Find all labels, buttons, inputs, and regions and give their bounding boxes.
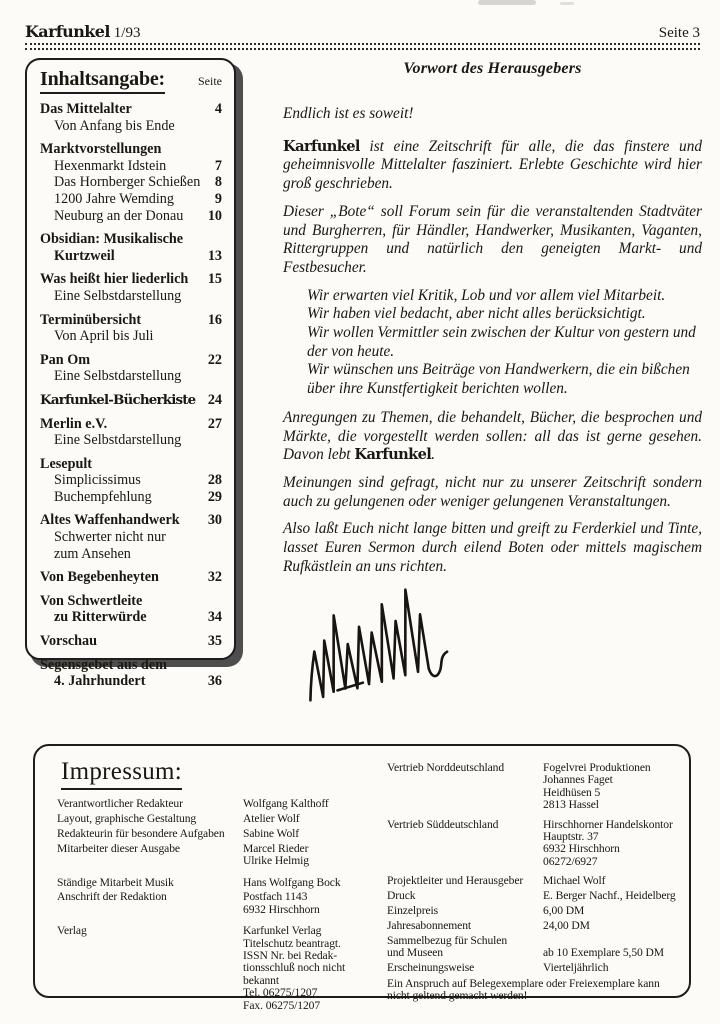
- impressum-value-line: Postfach 1143: [243, 890, 308, 904]
- toc-entry: [40, 101, 222, 134]
- toc-title-text: Von Begebenheyten: [40, 569, 159, 586]
- impressum-label: [387, 819, 543, 831]
- toc-subentry: [40, 489, 222, 506]
- impressum-label: [387, 935, 543, 960]
- toc-sub-text: 1200 Jahre Wemding: [54, 190, 174, 207]
- impressum-label: [387, 920, 543, 932]
- header-left: [25, 22, 140, 42]
- toc-subentry: [40, 191, 222, 208]
- toc-header: [40, 68, 222, 94]
- impressum-value: [243, 925, 382, 1012]
- toc-subentry: [40, 174, 222, 191]
- paragraph-text: Wir haben viel bedacht, aber nicht alles berücksichtigt.: [307, 305, 646, 323]
- toc-title-text: Karfunkel-Bücherkiste: [40, 391, 196, 408]
- toc-page-number: 13: [207, 247, 222, 264]
- vorwort-paragraph: [283, 409, 702, 465]
- impressum-label: [57, 877, 243, 889]
- impressum-value: [543, 890, 679, 902]
- impressum-value-line: Ulrike Helmig: [243, 854, 309, 868]
- toc-sub-text: Von April bis Juli: [54, 328, 154, 345]
- impressum-value-line: Johannes Faget: [543, 773, 613, 787]
- toc-sub-text: Simplicissimus: [54, 472, 141, 489]
- impressum-row: [57, 798, 382, 810]
- impressum-value-line: ISSN Nr. bei Redak-: [243, 949, 338, 963]
- vorwort-paragraph: [307, 324, 702, 361]
- scan-artifact: [478, 0, 536, 5]
- toc-entry: [40, 312, 222, 345]
- impressum-value-line: Hans Wolfgang Bock: [243, 875, 341, 889]
- impressum-value-line: Vierteljährlich: [543, 961, 609, 975]
- toc-page-number: 7: [214, 157, 222, 174]
- impressum-label: [57, 925, 243, 937]
- toc-title-text: Das Mittelalter: [40, 101, 132, 117]
- toc-page-number: 32: [207, 569, 222, 586]
- impressum-value-line: Michael Wolf: [543, 874, 606, 888]
- impressum-value: [543, 920, 679, 932]
- impressum-right-column: [387, 762, 679, 1003]
- impressum-value: [243, 828, 382, 840]
- toc-sub-text: Das Hornberger Schießen: [54, 174, 201, 191]
- impressum-label-line: Redakteurin für besondere Aufgaben: [57, 826, 225, 840]
- toc-subentry: [40, 472, 222, 489]
- toc-subentry: [40, 546, 222, 563]
- toc-entry-title: [40, 271, 222, 288]
- toc-title-text: Altes Waffenhandwerk: [40, 512, 180, 529]
- impressum-value-line: 06272/6927: [543, 854, 598, 868]
- toc-entry-title: [40, 593, 222, 610]
- paragraph-text: Endlich ist es soweit!: [283, 105, 414, 122]
- impressum-note: Ein Anspruch auf Belegexemplare oder Freiexemplare kann nicht geltend gemacht werden!: [387, 976, 660, 1003]
- toc-entry: [40, 231, 222, 264]
- impressum-label-line: Projektleiter und Herausgeber: [387, 874, 524, 888]
- toc-page-number: 34: [207, 609, 222, 626]
- impressum-label: [57, 798, 243, 810]
- impressum-label: [387, 905, 543, 917]
- toc-entry-title: [40, 673, 222, 690]
- running-header: [25, 22, 700, 42]
- toc-subentry: [40, 158, 222, 175]
- toc-subentry: [40, 208, 222, 225]
- impressum-value-line: E. Berger Nachf., Heidelberg: [543, 889, 676, 903]
- vorwort-paragraph: [283, 520, 702, 576]
- impressum-label-line: Verlag: [57, 924, 87, 938]
- toc-sub-text: Hexenmarkt Idstein: [54, 157, 167, 174]
- toc-entry: [40, 352, 222, 385]
- vorwort-paragraph: [307, 287, 702, 306]
- impressum-label-line: Vertrieb Süddeutschland: [387, 817, 499, 831]
- impressum-value-line: Karfunkel Verlag: [243, 924, 322, 938]
- toc-title-text: Lesepult: [40, 455, 93, 472]
- impressum-value-line: Tel. 06275/1207: [243, 986, 318, 1000]
- toc-page-number: 15: [207, 271, 222, 288]
- toc-entry: [40, 416, 222, 449]
- paragraph-text: Wir wollen Vermittler sein zwischen der Kultur von gestern und der von heute.: [307, 324, 696, 360]
- issue-number: 1/93: [113, 25, 141, 41]
- toc-page-number: 8: [214, 174, 222, 191]
- toc-entry: [40, 593, 222, 626]
- toc-entry-title: [40, 248, 222, 265]
- paragraph-text: Dieser „Bote“ soll Forum sein für die veranstaltenden Stadtväter und Burgherren, für Händler, Handwerker, Musikanten, Vaganten, Rittergruppen und natürlich den geneigten Markt- und Festbesucher.: [283, 202, 702, 276]
- toc-page-number: 9: [214, 190, 222, 207]
- magazine-logo: Karfunkel: [25, 22, 110, 41]
- toc-title-text: Segensgebet aus dem: [40, 656, 167, 673]
- toc-entry-title: [40, 512, 222, 529]
- toc-entry: [40, 657, 222, 690]
- impressum-value: [243, 843, 382, 868]
- signature: [297, 585, 702, 702]
- impressum-row: [387, 762, 679, 812]
- paragraph-text: ist eine Zeitschrift für alle, die das finstere und geheimnisvolle Mittelalter fasziniert. Erlebte Geschichte wird hier groß geschrieben.: [283, 137, 702, 193]
- toc-box: [25, 58, 236, 690]
- signature-scribble: [297, 585, 457, 697]
- vorwort-paragraph: [283, 105, 702, 124]
- toc-title-text: Von Schwertleite: [40, 592, 143, 609]
- impressum-value-line: Titelschutz beantragt.: [243, 936, 341, 950]
- vorwort-section: [283, 60, 702, 702]
- impressum-value: [543, 905, 679, 917]
- magazine-name-inline: Karfunkel: [354, 446, 432, 464]
- impressum-box: [33, 744, 691, 1012]
- vorwort-paragraph: [283, 203, 702, 278]
- header-rule: [25, 43, 700, 50]
- toc-page-number: 22: [207, 351, 222, 368]
- impressum-value: [243, 877, 382, 889]
- impressum-row: [387, 905, 679, 917]
- toc-entry-title: [40, 609, 222, 626]
- toc-list: [40, 101, 222, 690]
- impressum-value-line: 6,00 DM: [543, 904, 585, 918]
- impressum-value: [543, 819, 679, 869]
- impressum-label-line: und Museen: [387, 946, 443, 960]
- vorwort-paragraph: [307, 305, 702, 324]
- impressum-value-line: 6932 Hirschhorn: [543, 842, 620, 856]
- impressum-label: [387, 762, 543, 774]
- scan-artifact: [560, 2, 574, 5]
- paragraph-text: Wir erwarten viel Kritik, Lob und vor allem viel Mitarbeit.: [307, 286, 666, 304]
- impressum-label-line: Ständige Mitarbeit Musik: [57, 875, 174, 889]
- impressum-value-line: 2813 Hassel: [543, 798, 599, 812]
- impressum-value: [243, 891, 382, 916]
- impressum-label: [57, 813, 243, 825]
- impressum-row: [387, 819, 679, 869]
- toc-entry-title: [40, 392, 222, 409]
- toc-entry-title: [40, 101, 222, 118]
- toc-page-column-label: Seite: [198, 74, 222, 88]
- impressum-label-line: Druck: [387, 889, 416, 903]
- impressum-value: [543, 947, 679, 959]
- impressum-row: [57, 828, 382, 840]
- toc-entry-title: [40, 416, 222, 433]
- paragraph-text: .: [431, 446, 436, 464]
- impressum-value-line: Atelier Wolf: [243, 811, 300, 825]
- impressum-row: [57, 925, 382, 1012]
- impressum-label: [57, 891, 243, 903]
- toc-title-text: Vorschau: [40, 633, 98, 650]
- impressum-label-line: Einzelpreis: [387, 904, 439, 918]
- paragraph-text: Wir wünschen uns Beiträge von Handwerkern, die ein bißchen über ihre Kunstfertigkeit berichten wollen.: [307, 361, 690, 398]
- toc-title-text: Was heißt hier liederlich: [40, 271, 189, 288]
- impressum-label: [387, 890, 543, 902]
- impressum-row: [387, 920, 679, 932]
- toc-entry: [40, 512, 222, 562]
- toc-entry-title: [40, 312, 222, 329]
- impressum-value-line: Hirschhorner Handelskontor: [543, 817, 673, 831]
- toc-page-number: 10: [207, 207, 222, 224]
- impressum-value-line: Heidhüsen 5: [543, 785, 601, 799]
- vorwort-paragraph: [283, 474, 702, 511]
- impressum-value: [243, 813, 382, 825]
- impressum-value-line: Fax. 06275/1207: [243, 998, 321, 1012]
- impressum-label-line: Jahresabonnement: [387, 918, 472, 932]
- toc-page-number: 29: [207, 488, 222, 505]
- impressum-row: [57, 891, 382, 916]
- impressum-value-line: tionsschluß noch nicht: [243, 961, 346, 975]
- toc-page-number: 36: [207, 673, 222, 690]
- toc-entry-title: [40, 352, 222, 369]
- toc-subentry: [40, 432, 222, 449]
- impressum-value-line: Fogelvrei Produktionen: [543, 761, 651, 774]
- impressum-value: [543, 875, 679, 887]
- toc-entry-title: [40, 633, 222, 650]
- impressum-row: [57, 877, 382, 889]
- impressum-label: [387, 962, 543, 974]
- impressum-value: [543, 962, 679, 974]
- impressum-label-line: Mitarbeiter dieser Ausgabe: [57, 841, 180, 855]
- impressum-row: [387, 962, 679, 974]
- impressum-label: [387, 875, 543, 887]
- toc-sub-text: Neuburg an der Donau: [54, 207, 184, 224]
- impressum-value-line: bekannt: [243, 973, 280, 987]
- toc-entry: [40, 141, 222, 224]
- impressum-label-line: Sammelbezug für Schulen: [387, 933, 508, 947]
- toc-title-text: Kurtzweil: [54, 247, 115, 264]
- toc-subentry: [40, 118, 222, 135]
- toc-title-text: Pan Om: [40, 351, 91, 368]
- toc-sub-text: Von Anfang bis Ende: [54, 117, 175, 134]
- toc-sub-text: Eine Selbstdarstellung: [54, 432, 182, 449]
- toc-entry-title: [40, 456, 222, 473]
- impressum-value-line: Wolfgang Kalthoff: [243, 797, 329, 810]
- impressum-row: [57, 843, 382, 868]
- impressum-value-line: Sabine Wolf: [243, 826, 300, 840]
- impressum-label: [57, 828, 243, 840]
- toc-sub-text: Eine Selbstdarstellung: [54, 368, 182, 385]
- vorwort-paragraph: [307, 361, 702, 398]
- toc-subentry: [40, 288, 222, 305]
- toc-title-text: Obsidian: Musikalische: [40, 231, 184, 248]
- toc-page-number: 16: [207, 311, 222, 328]
- impressum-label-line: Anschrift der Redaktion: [57, 890, 167, 904]
- toc-page-number: 24: [207, 391, 222, 408]
- toc-page-number: 30: [207, 512, 222, 529]
- impressum-label-line: Layout, graphische Gestaltung: [57, 811, 197, 825]
- toc-entry: [40, 633, 222, 650]
- impressum-left-column: [57, 798, 382, 1015]
- toc-page-number: 35: [207, 633, 222, 650]
- impressum-value-line: Hauptstr. 37: [543, 830, 599, 844]
- impressum-row: [387, 890, 679, 902]
- toc-entry-title: [40, 657, 222, 674]
- toc-sub-text: Eine Selbstdarstellung: [54, 287, 182, 304]
- paragraph-text: Also laßt Euch nicht lange bitten und greift zu Ferderkiel und Tinte, lasset Euren Sermon durch eilend Boten oder mittels magischem Rufkästlein an uns richten.: [283, 520, 702, 575]
- impressum-heading: Impressum:: [61, 758, 182, 790]
- toc-heading: Inhaltsangabe:: [40, 68, 165, 94]
- impressum-right-rows: [387, 762, 679, 975]
- impressum-value-line: Marcel Rieder: [243, 841, 309, 855]
- toc-subentry: [40, 529, 222, 546]
- toc-entry-title: [40, 231, 222, 248]
- impressum-row: [387, 935, 679, 960]
- impressum-value: [243, 798, 382, 810]
- impressum-label-line: Erscheinungsweise: [387, 961, 475, 975]
- toc-entry-title: [40, 569, 222, 586]
- toc-title-text: Marktvorstellungen: [40, 141, 162, 158]
- impressum-value-line: ab 10 Exemplare 5,50 DM: [543, 946, 665, 960]
- impressum-label: [57, 843, 243, 855]
- toc-entry: [40, 271, 222, 304]
- toc-entry: [40, 569, 222, 586]
- paragraph-text: Anregungen zu Themen, die behandelt, Bücher, die besprochen und Märkte, die vorgestellt werden sollen: all das ist gerne gesehen. Davon lebt: [283, 408, 702, 464]
- impressum-value: [543, 762, 679, 812]
- toc-sub-text: Buchempfehlung: [54, 488, 152, 505]
- impressum-value-line: 24,00 DM: [543, 918, 590, 932]
- impressum-value-line: 6932 Hirschhorn: [243, 902, 320, 916]
- vorwort-title: Vorwort des Herausgebers: [403, 60, 582, 77]
- toc-entry: [40, 456, 222, 506]
- toc-entry: [40, 392, 222, 409]
- toc-subentry: [40, 368, 222, 385]
- impressum-row: [387, 875, 679, 887]
- magazine-name-inline: Karfunkel: [283, 137, 360, 155]
- paragraph-text: Meinungen sind gefragt, nicht nur zu unserer Zeitschrift sondern auch zu gelungenen oder weniger gelungenen Veranstaltungen.: [283, 473, 702, 510]
- toc-sub-text: zum Ansehen: [54, 545, 131, 562]
- vorwort-body: [283, 105, 702, 576]
- page-number: Seite 3: [658, 25, 700, 41]
- impressum-label-line: Vertrieb Norddeutschland: [387, 761, 505, 774]
- vorwort-paragraph: [283, 138, 702, 194]
- toc-title-text: Merlin e.V.: [40, 415, 108, 432]
- toc-subentry: [40, 328, 222, 345]
- impressum-label-line: Verantwortlicher Redakteur: [57, 797, 183, 810]
- toc-title-text: Terminübersicht: [40, 311, 142, 328]
- toc-page-number: 28: [207, 472, 222, 489]
- toc-title-text: 4. Jahrhundert: [54, 673, 146, 690]
- toc-page-number: 27: [207, 415, 222, 432]
- toc-page-number: 4: [214, 101, 222, 117]
- toc-entry-title: [40, 141, 222, 158]
- impressum-row: [57, 813, 382, 825]
- toc-title-text: zu Ritterwürde: [54, 609, 147, 626]
- toc-sub-text: Schwerter nicht nur: [54, 529, 166, 546]
